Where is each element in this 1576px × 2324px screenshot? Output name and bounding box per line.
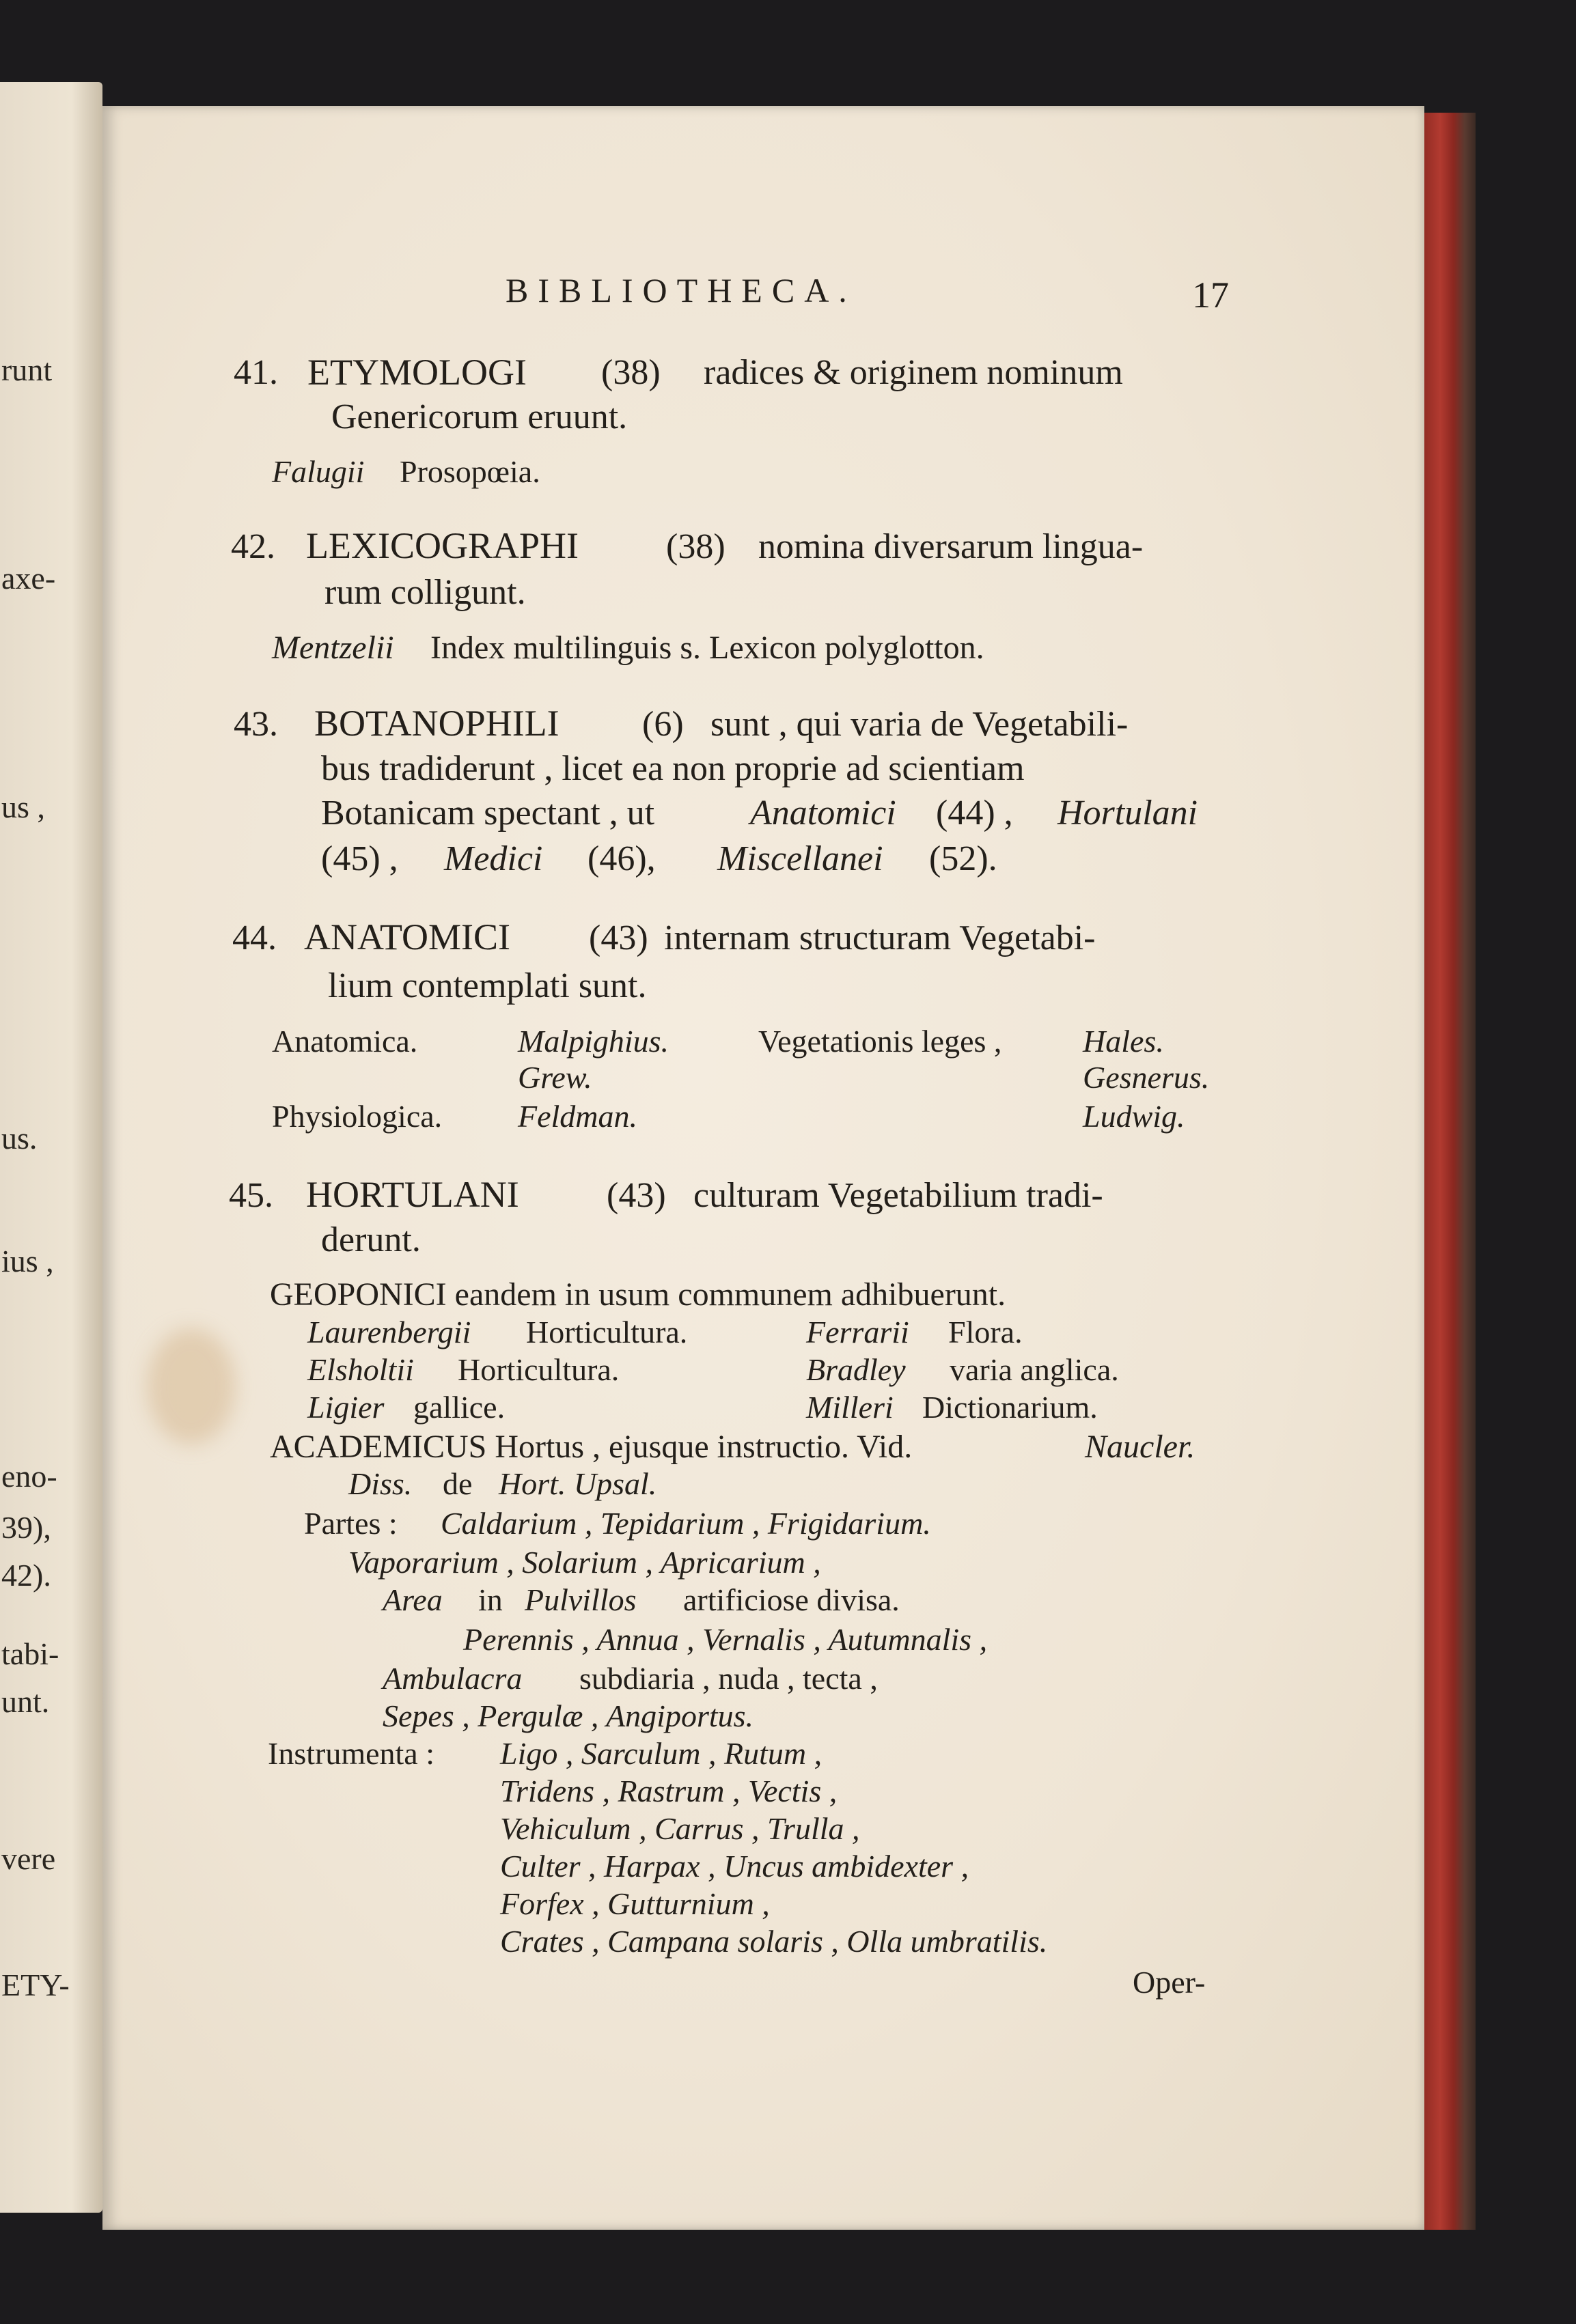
page-number: 17 [1192, 275, 1229, 316]
entry-45-line1: culturam Vegetabilium tradi- [693, 1176, 1103, 1215]
entry-41-work: Prosopœia. [400, 454, 540, 489]
anatomica-author-2: Grew. [518, 1060, 592, 1095]
vegetationis-label: Vegetationis leges , [758, 1024, 1002, 1059]
entry-43-ref44: (44) , [936, 794, 1013, 832]
entry-45-heading: HORTULANI [306, 1174, 519, 1215]
left-fragment: us , [1, 789, 45, 824]
left-fragment: eno- [1, 1459, 57, 1494]
entry-42-heading: LEXICOGRAPHI [306, 525, 579, 566]
left-fragment: vere [1, 1841, 56, 1876]
entry-43-anatomici: Anatomici [750, 794, 896, 832]
book-author: Bradley [806, 1352, 906, 1387]
left-fragment: runt [1, 352, 53, 387]
book-author: Ligier [307, 1390, 385, 1425]
academicus-diss: Diss. [348, 1466, 413, 1501]
entry-42-work: Index multilinguis s. Lexicon polyglotton. [430, 630, 984, 666]
area-word: Area [383, 1582, 443, 1617]
entry-43-hortulani: Hortulani [1057, 794, 1198, 832]
geoponici-line: GEOPONICI eandem in usum communem adhibuerunt. [270, 1276, 1006, 1313]
entry-43-ref: (6) [642, 705, 684, 744]
academicus-de: de [443, 1466, 473, 1501]
book-title: gallice. [413, 1390, 506, 1425]
entry-41-number: 41. [234, 353, 278, 392]
partes-label: Partes : [304, 1506, 398, 1541]
ambulacra-word: Ambulacra [383, 1661, 523, 1696]
entry-41-line1: radices & originem nominum [704, 353, 1123, 392]
book-title: Dictionarium. [922, 1390, 1098, 1425]
left-fragment: us. [1, 1121, 38, 1156]
perennis-line: Perennis , Annua , Vernalis , Autumnalis , [463, 1622, 988, 1657]
entry-43-ref46: (46), [587, 839, 656, 878]
entry-43-medici: Medici [444, 839, 543, 878]
entry-45-ref: (43) [607, 1176, 666, 1215]
entry-44-heading: ANATOMICI [304, 916, 511, 957]
book-title: Flora. [948, 1315, 1023, 1349]
entry-41-line2: Genericorum eruunt. [331, 397, 628, 436]
academicus-author: Naucler. [1085, 1429, 1195, 1465]
instrumenta-line-1: Ligo , Sarculum , Rutum , [500, 1736, 822, 1771]
anatomica-label: Anatomica. [272, 1024, 418, 1059]
entry-41-author: Falugii [272, 454, 365, 489]
entry-44-line1: internam structuram Vegetabi- [664, 919, 1096, 957]
instrumenta-line-2: Tridens , Rastrum , Vectis , [500, 1774, 838, 1808]
entry-43-number: 43. [234, 705, 278, 744]
left-page-edge [0, 82, 102, 2213]
catchword: Oper- [1133, 1965, 1206, 2000]
vegetationis-author-3: Ludwig. [1083, 1099, 1185, 1134]
physiologica-label: Physiologica. [272, 1099, 443, 1134]
entry-45-number: 45. [229, 1176, 273, 1215]
left-fragment: unt. [1, 1684, 50, 1719]
instrumenta-line-5: Forfex , Gutturnium , [500, 1886, 770, 1921]
entry-43-line1: sunt , qui varia de Vegetabili- [710, 705, 1129, 744]
entry-42-line2: rum colligunt. [324, 573, 526, 612]
academicus-line: ACADEMICUS Hortus , ejusque instructio. Vid. [270, 1429, 913, 1465]
book-author: Laurenbergii [307, 1315, 471, 1349]
partes-list: Caldarium , Tepidarium , Frigidarium. [441, 1506, 931, 1541]
book-title: Horticultura. [458, 1352, 620, 1387]
vaporarium-line: Vaporarium , Solarium , Apricarium , [348, 1545, 821, 1580]
left-fragment: ETY- [1, 1968, 70, 2002]
instrumenta-line-3: Vehiculum , Carrus , Trulla , [500, 1811, 860, 1846]
book-author: Ferrarii [806, 1315, 909, 1349]
entry-43-line2: bus tradiderunt , licet ea non proprie ad scientiam [321, 749, 1025, 788]
book-title: Horticultura. [526, 1315, 688, 1349]
entry-41-ref: (38) [601, 353, 661, 392]
paper-stain [147, 1328, 236, 1444]
entry-43-ref45: (45) , [321, 839, 398, 878]
vegetationis-author-2: Gesnerus. [1083, 1060, 1210, 1095]
running-title: BIBLIOTHECA. [506, 271, 857, 309]
left-fragment: axe- [1, 561, 56, 596]
instrumenta-line-6: Crates , Campana solaris , Olla umbratilis. [500, 1924, 1048, 1959]
left-fragment: 39), [1, 1510, 51, 1545]
anatomica-author-1: Malpighius. [518, 1024, 669, 1059]
left-fragment: tabi- [1, 1636, 59, 1671]
entry-45-line2: derunt. [321, 1220, 421, 1259]
entry-42-author: Mentzelii [272, 630, 394, 666]
area-in: in [478, 1582, 503, 1617]
entry-43-ref52: (52). [929, 839, 997, 878]
entry-41-heading: ETYMOLOGI [307, 352, 527, 393]
left-fragment: 42). [1, 1558, 51, 1593]
instrumenta-line-4: Culter , Harpax , Uncus ambidexter , [500, 1849, 969, 1884]
entry-42-ref: (38) [666, 527, 725, 566]
ambulacra-rest: subdiaria , nuda , tecta , [579, 1661, 878, 1696]
book-author: Milleri [806, 1390, 894, 1425]
page-edge-red [1421, 113, 1476, 2230]
book-author: Elsholtii [307, 1352, 414, 1387]
sepes-line: Sepes , Pergulæ , Angiportus. [383, 1698, 754, 1733]
vegetationis-author-1: Hales. [1083, 1024, 1164, 1059]
entry-43-heading: BOTANOPHILI [314, 703, 559, 744]
book-title: varia anglica. [950, 1352, 1119, 1387]
entry-42-number: 42. [231, 527, 275, 566]
entry-42-line1: nomina diversarum lingua- [758, 527, 1144, 566]
academicus-source: Hort. Upsal. [499, 1466, 657, 1501]
entry-44-ref: (43) [589, 919, 648, 957]
area-divisa: artificiose divisa. [683, 1582, 900, 1617]
entry-43-line3: Botanicam spectant , ut [321, 794, 655, 832]
entry-44-line2: lium contemplati sunt. [328, 966, 647, 1005]
entry-44-number: 44. [232, 919, 277, 957]
area-pulvillos: Pulvillos [525, 1582, 637, 1617]
entry-43-miscellanei: Miscellanei [717, 839, 883, 878]
left-fragment: ius , [1, 1244, 54, 1278]
physiologica-author: Feldman. [518, 1099, 638, 1134]
instrumenta-label: Instrumenta : [268, 1736, 434, 1771]
